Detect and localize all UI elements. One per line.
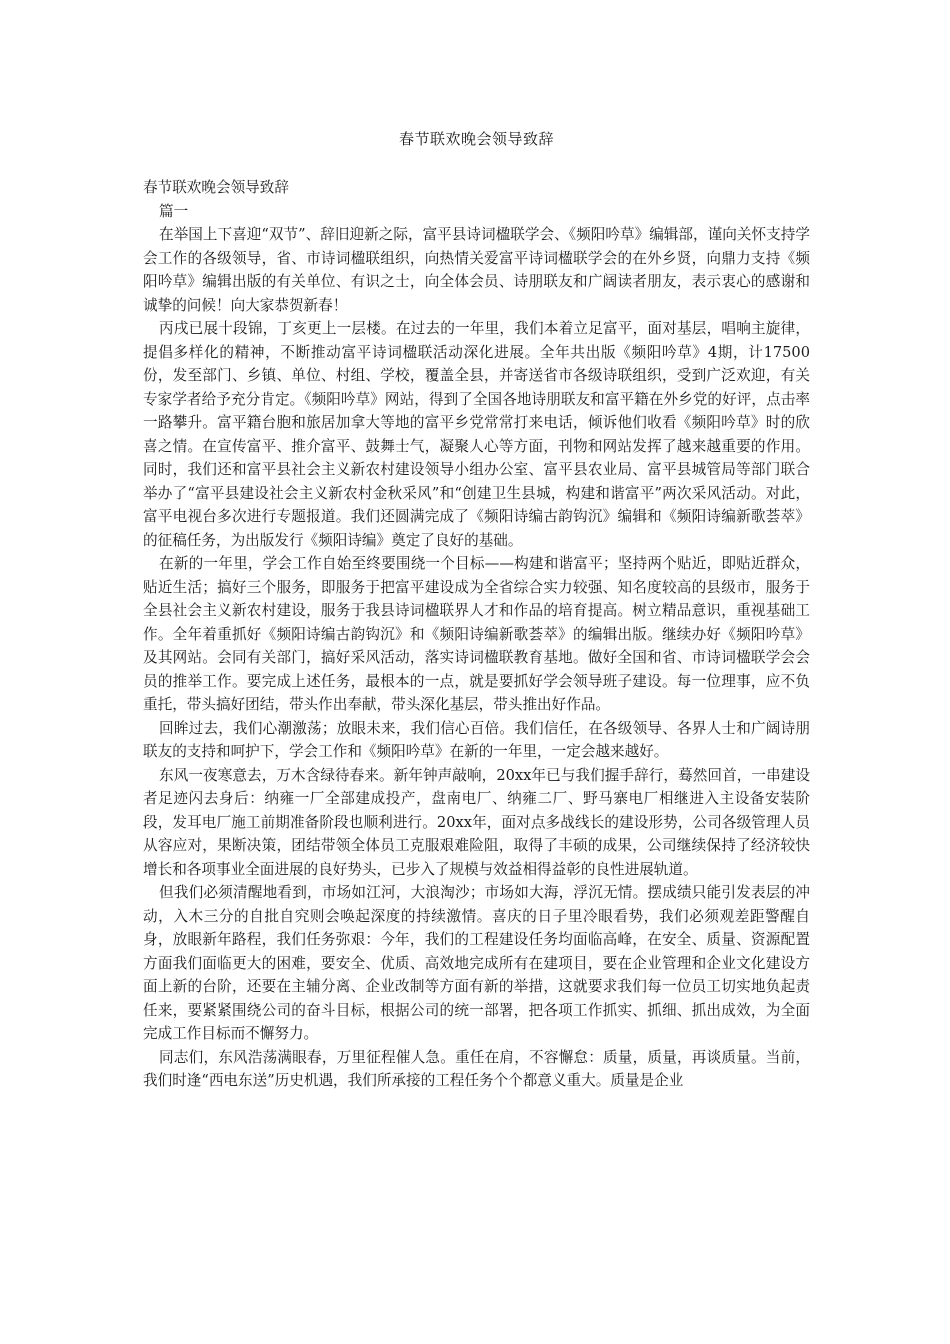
paragraph-3: 在新的一年里，学会工作自始至终要围绕一个目标——构建和谐富平；坚持两个贴近，即贴近群众，贴近生活；搞好三个服务，即服务于把富平建设成为全省综合实力较强、知名度较高的县级市，服务于全县社会主义新农村建设，服务于我县诗词楹联界人才和作品的培育提高。树立精品意识，重视基础工作。全年着重抓好《频阳诗编古韵钩沉》和《频阳诗编新歌荟萃》的编辑出版。继续办好《频阳吟草》及其网站。会同有关部门，搞好采风活动，落实诗词楹联教育基地。做好全国和省、市诗词楹联学会会员的推举工作。要完成上述任务，最根本的一点，就是要抓好学会领导班子建设。每一位理事，应不负重托，带头搞好团结，带头作出奉献，带头深化基层，带头推出好作品。	[143, 555, 810, 713]
paragraph-1: 在举国上下喜迎“双节”、辞旧迎新之际，富平县诗词楹联学会、《频阳吟草》编辑部，谨向关怀支持学会工作的各级领导，省、市诗词楹联组织，向热情关爱富平诗词楹联学会的在外乡贤，向鼎力支持《频阳吟草》编辑出版的有关单位、有识之士，向全体会员、诗朋联友和广阔读者朋友，表示衷心的感谢和诚挚的问候！向大家恭贺新春！	[143, 226, 810, 314]
section-label: 篇一	[159, 202, 189, 220]
paragraph-7: 同志们，东风浩荡满眼春，万里征程催人急。重任在肩，不容懈怠：质量，质量，再谈质量。当前，我们时逢“西电东送”历史机遇，我们所承接的工程任务个个都意义重大。质量是企业	[143, 1048, 810, 1089]
document-subtitle: 春节联欢晚会领导致辞	[143, 179, 289, 196]
paragraph-6: 但我们必须清醒地看到，市场如江河，大浪淘沙；市场如大海，浮沉无情。摆成绩只能引发表层的冲动，入木三分的自批自究则会唤起深度的持续激情。喜庆的日子里冷眼看势，我们必须观差距警醒自身，放眼新年路程，我们任务弥艰：今年，我们的工程建设任务均面临高峰，在安全、质量、资源配置方面我们面临更大的困难，要安全、优质、高效地完成所有在建项目，要在企业管理和企业文化建设方面上新的台阶，还要在主辅分离、企业改制等方面有新的举措，这就要求我们每一位员工切实地负起责任来，要紧紧围绕公司的奋斗目标，根据公司的统一部署，把各项工作抓实、抓细、抓出成效，为全面完成工作目标而不懈努力。	[143, 884, 810, 1042]
document-title: 春节联欢晚会领导致辞	[398, 130, 554, 148]
paragraph-2: 丙戌已展十段锦，丁亥更上一层楼。在过去的一年里，我们本着立足富平，面对基层，唱响主旋律，提倡多样化的精神，不断推动富平诗词楹联活动深化进展。全年共出版《频阳吟草》4期，计17500份，发至部门、乡镇、单位、村组、学校，覆盖全县，并寄送省市各级诗联组织，受到广泛欢迎，有关专家学者给予充分肯定。《频阳吟草》网站，得到了全国各地诗朋联友和富平籍在外乡党的好评，点击率一路攀升。富平籍台胞和旅居加拿大等地的富平乡党常常打来电话，倾诉他们收看《频阳吟草》时的欣喜之情。在宣传富平、推介富平、鼓舞士气，凝聚人心等方面，刊物和网站发挥了越来越重要的作用。同时，我们还和富平县社会主义新农村建设领导小组办公室、富平县农业局、富平县城管局等部门联合举办了“富平县建设社会主义新农村金秋采风”和“创建卫生县城，构建和谐富平”两次采风活动。对此，富平电视台多次进行专题报道。我们还圆满完成了《频阳诗编古韵钩沉》编辑和《频阳诗编新歌荟萃》的征稿任务，为出版发行《频阳诗编》奠定了良好的基础。	[143, 320, 810, 549]
paragraph-5: 东风一夜寒意去，万木含绿待春来。新年钟声敲响，20xx年已与我们握手辞行，蓦然回首，一串建设者足迹闪去身后：纳雍一厂全部建成投产，盘南电厂、纳雍二厂、野马寨电厂相继进入主设备安装阶段，发耳电厂施工前期准备阶段也顺利进行。20xx年，面对点多战线长的建设形势，公司各级管理人员从容应对，果断决策，团结带领全体员工克服艰难险阻，取得了丰硕的成果，公司继续保持了经济较快增长和各项事业全面进展的良好势头，已步入了规模与效益相得益彰的良性进展轨道。	[143, 766, 810, 878]
document-body	[143, 176, 810, 1093]
paragraph-4: 回眸过去，我们心潮激荡；放眼未来，我们信心百倍。我们信任，在各级领导、各界人士和广阔诗朋联友的支持和呵护下，学会工作和《频阳吟草》在新的一年里，一定会越来越好。	[143, 719, 810, 760]
